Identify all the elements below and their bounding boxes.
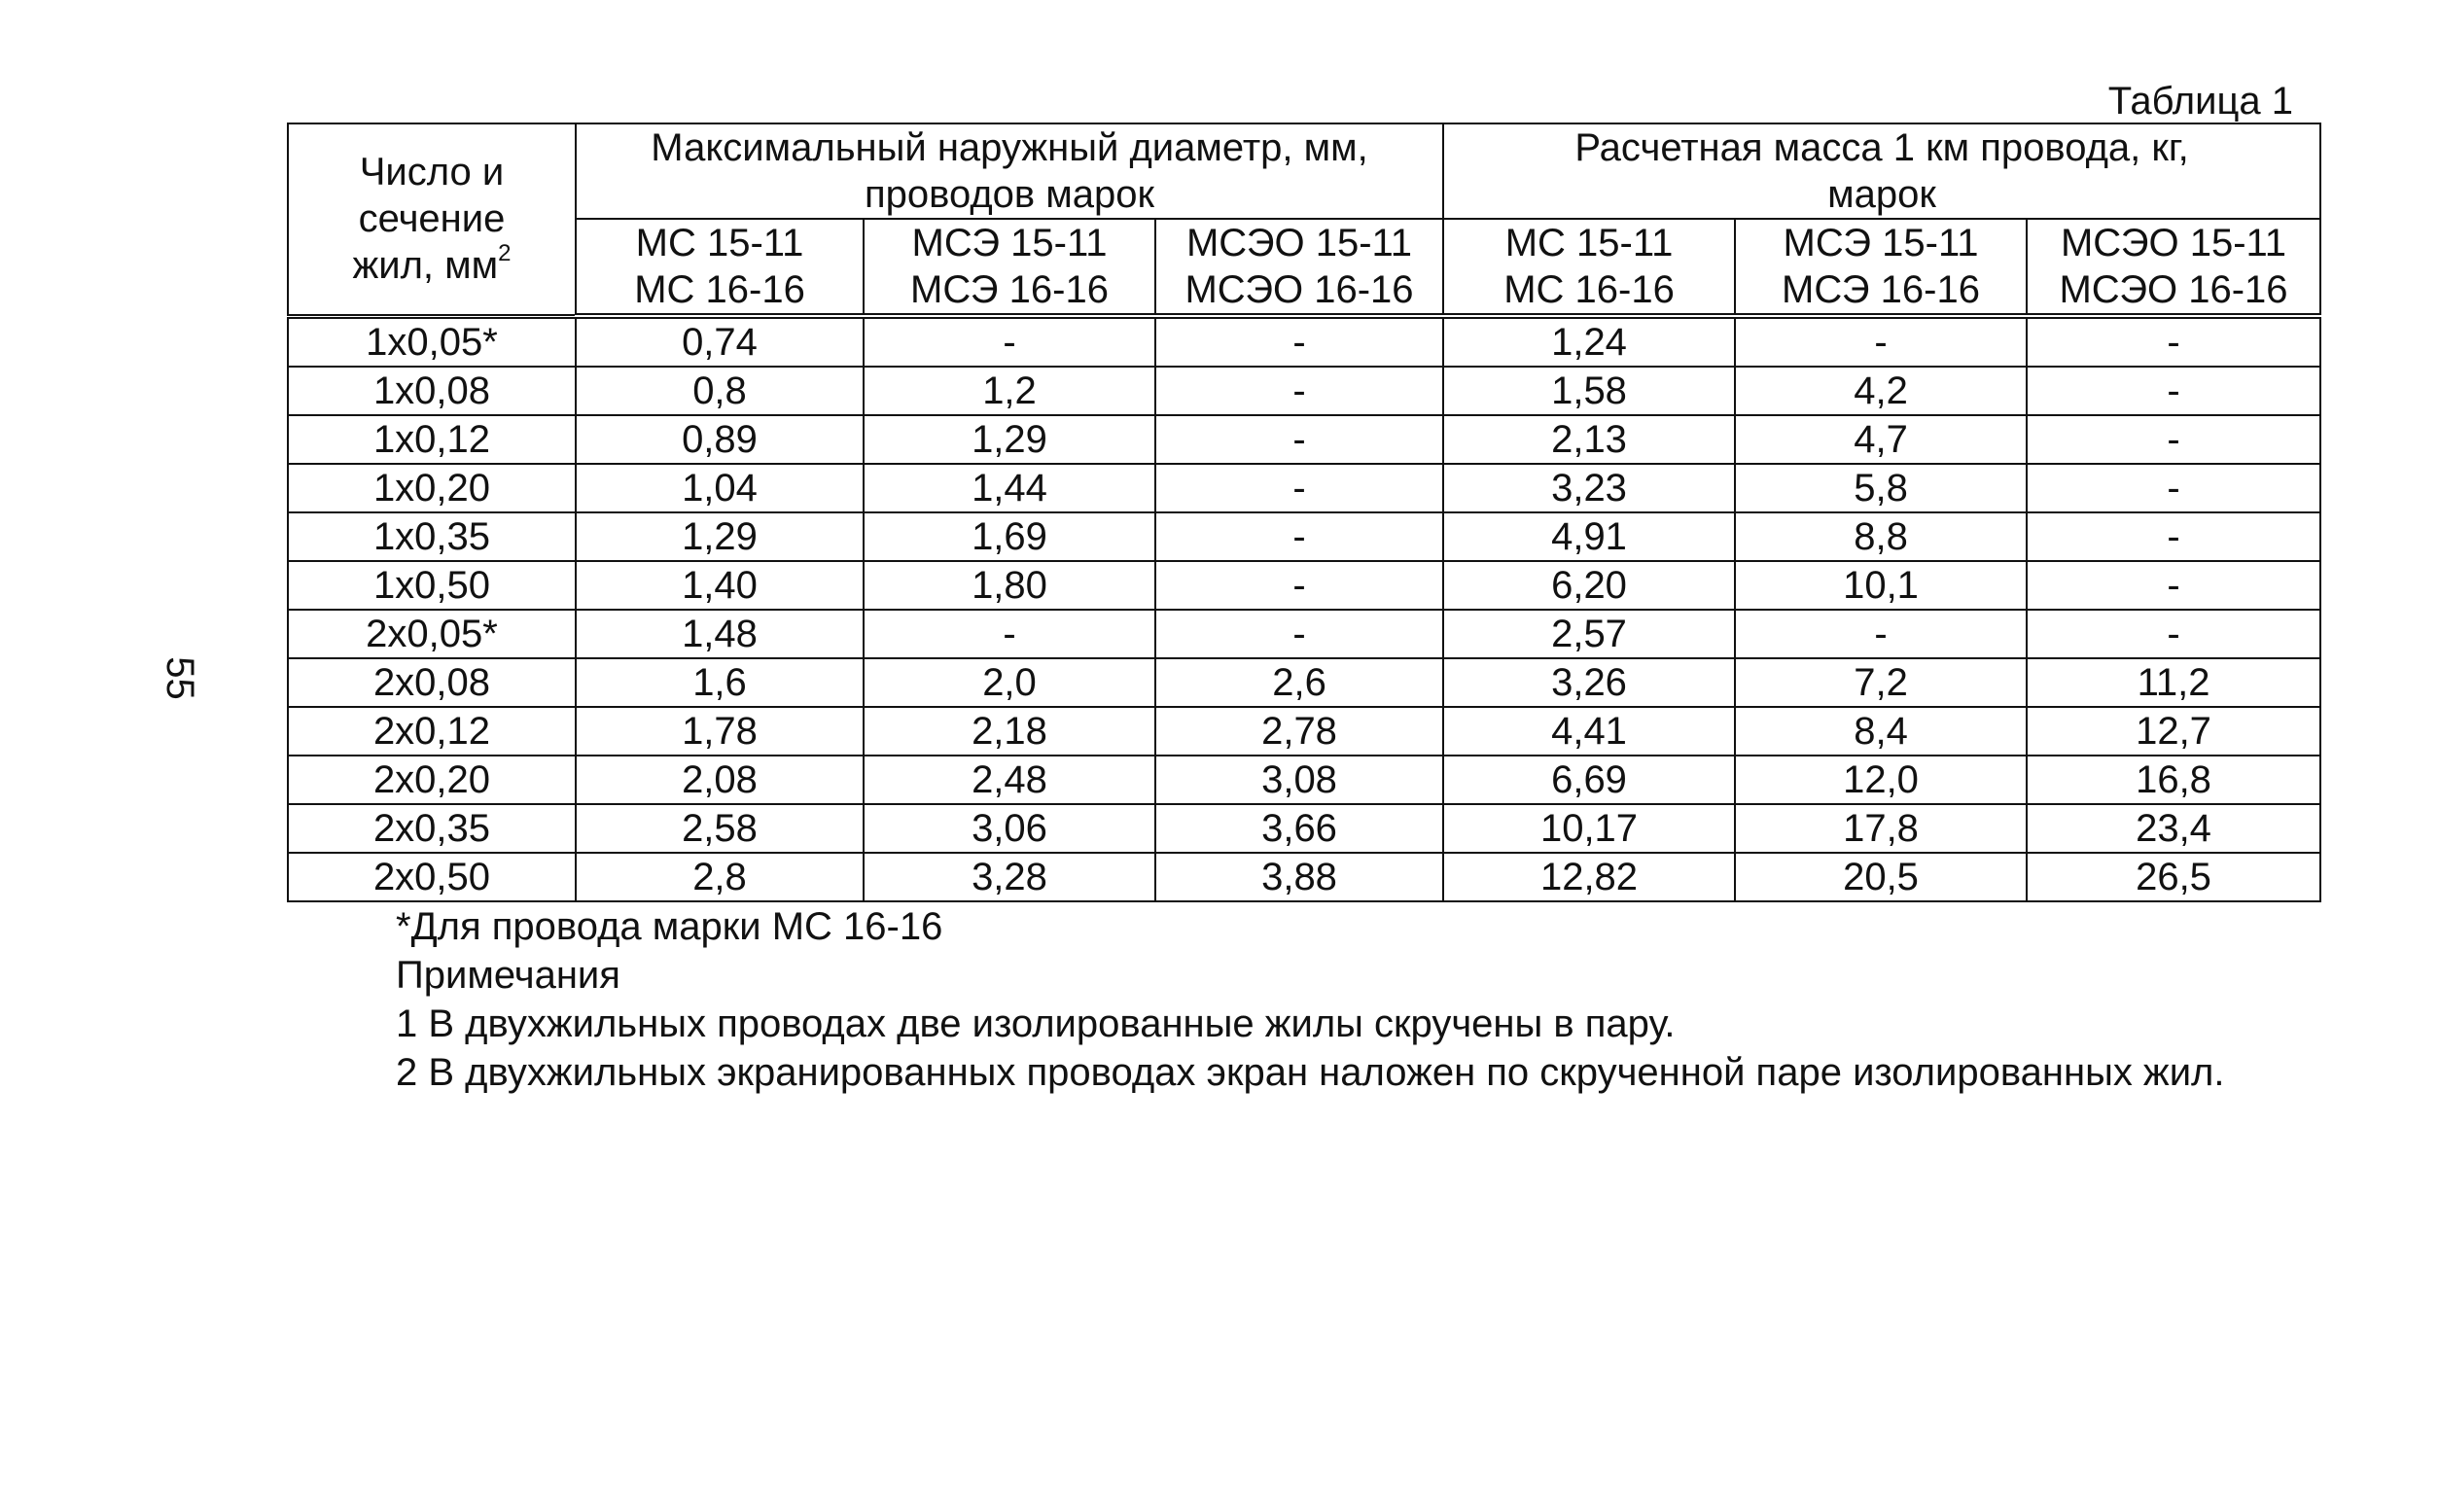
table-cell: - bbox=[2027, 316, 2320, 367]
subheader-cell bbox=[2027, 219, 2320, 316]
table-cell: 12,0 bbox=[1735, 756, 2027, 804]
subheader-cell bbox=[864, 219, 1155, 316]
table-cell: 4,7 bbox=[1735, 415, 2027, 464]
row-label-cell: 2x0,50 bbox=[288, 853, 576, 901]
table-cell: - bbox=[1155, 316, 1443, 367]
table-cell: 2,0 bbox=[864, 658, 1155, 707]
header-group-diameter bbox=[576, 123, 1443, 219]
subheader-line1: МСЭ 15-11 bbox=[911, 222, 1108, 264]
subheader-cell bbox=[1155, 219, 1443, 316]
note-2: 2 В двухжильных экранированных проводах экран наложен по скрученной паре изолированных жил. bbox=[396, 1051, 2225, 1094]
table-row bbox=[288, 756, 2320, 804]
table-row bbox=[288, 804, 2320, 853]
table-cell: 1,04 bbox=[576, 464, 864, 512]
subheader-line2: МСЭО 16-16 bbox=[2059, 268, 2288, 311]
row-label-cell: 2x0,08 bbox=[288, 658, 576, 707]
table-cell: 4,2 bbox=[1735, 367, 2027, 415]
table-row bbox=[288, 415, 2320, 464]
table-cell: 0,74 bbox=[576, 316, 864, 367]
table-cell: 3,06 bbox=[864, 804, 1155, 853]
header-group2-line1: Расчетная масса 1 км провода, кг, bbox=[1574, 126, 2189, 169]
table-cell: 3,26 bbox=[1443, 658, 1735, 707]
subheader-line2: МСЭО 16-16 bbox=[1184, 268, 1414, 311]
table-cell: - bbox=[2027, 561, 2320, 610]
row-label-cell: 1x0,35 bbox=[288, 512, 576, 561]
subheader-line2: МС 16-16 bbox=[1503, 268, 1675, 311]
table-cell: 2,08 bbox=[576, 756, 864, 804]
table-cell: - bbox=[2027, 367, 2320, 415]
subheader-line1: МСЭО 15-11 bbox=[1185, 222, 1413, 264]
header-first-line1: Число и bbox=[359, 151, 505, 194]
header-group2-line2: марок bbox=[1827, 173, 1936, 216]
row-label-cell: 1x0,12 bbox=[288, 415, 576, 464]
table-row bbox=[288, 316, 2320, 367]
table-cell: 2,78 bbox=[1155, 707, 1443, 756]
table-row bbox=[288, 561, 2320, 610]
table-cell: 1,24 bbox=[1443, 316, 1735, 367]
table-cell: 2,8 bbox=[576, 853, 864, 901]
table-cell: 17,8 bbox=[1735, 804, 2027, 853]
table-row bbox=[288, 367, 2320, 415]
header-group1-line2: проводов марок bbox=[865, 173, 1155, 216]
table-row bbox=[288, 853, 2320, 901]
row-label-cell: 2x0,20 bbox=[288, 756, 576, 804]
row-label-cell: 1x0,08 bbox=[288, 367, 576, 415]
table-cell: 1,78 bbox=[576, 707, 864, 756]
subheader-cell bbox=[1735, 219, 2027, 316]
table-cell: 2,18 bbox=[864, 707, 1155, 756]
table-cell: - bbox=[1155, 610, 1443, 658]
table-cell: 1,40 bbox=[576, 561, 864, 610]
table-cell: 3,88 bbox=[1155, 853, 1443, 901]
table-cell: 1,29 bbox=[864, 415, 1155, 464]
header-first-column bbox=[288, 123, 576, 316]
table-cell: 8,4 bbox=[1735, 707, 2027, 756]
header-group1-line1: Максимальный наружный диаметр, мм, bbox=[651, 126, 1368, 169]
table-cell: 4,91 bbox=[1443, 512, 1735, 561]
table-cell: 7,2 bbox=[1735, 658, 2027, 707]
notes-section bbox=[287, 902, 2319, 1097]
subheader-line2: МС 16-16 bbox=[634, 268, 805, 311]
table-cell: - bbox=[864, 316, 1155, 367]
header-first-sup: 2 bbox=[498, 239, 512, 266]
data-table bbox=[287, 123, 2321, 902]
table-cell: 3,66 bbox=[1155, 804, 1443, 853]
table-cell: 2,48 bbox=[864, 756, 1155, 804]
table-cell: - bbox=[2027, 415, 2320, 464]
subheader-cell bbox=[576, 219, 864, 316]
row-label-cell: 2x0,35 bbox=[288, 804, 576, 853]
subheader-line1: МСЭ 15-11 bbox=[1783, 222, 1979, 264]
row-label-cell: 1x0,20 bbox=[288, 464, 576, 512]
table-caption: Таблица 1 bbox=[2107, 80, 2293, 123]
table-cell: 8,8 bbox=[1735, 512, 2027, 561]
table-cell: 1,69 bbox=[864, 512, 1155, 561]
table-cell: 2,58 bbox=[576, 804, 864, 853]
table-row bbox=[288, 707, 2320, 756]
table-cell: 1,80 bbox=[864, 561, 1155, 610]
header-first-line2: сечение bbox=[358, 197, 506, 241]
subheader-cell bbox=[1443, 219, 1735, 316]
notes-title: Примечания bbox=[396, 954, 620, 997]
table-cell: 6,20 bbox=[1443, 561, 1735, 610]
table-cell: 3,28 bbox=[864, 853, 1155, 901]
table-cell: - bbox=[2027, 610, 2320, 658]
table-cell: - bbox=[1155, 415, 1443, 464]
table-cell: 1,58 bbox=[1443, 367, 1735, 415]
table-header bbox=[288, 123, 2320, 316]
subheader-line2: МСЭ 16-16 bbox=[1782, 268, 1980, 311]
table-cell: - bbox=[1155, 367, 1443, 415]
table-cell: 3,08 bbox=[1155, 756, 1443, 804]
table-row bbox=[288, 658, 2320, 707]
table-cell: 1,48 bbox=[576, 610, 864, 658]
table-cell: - bbox=[2027, 512, 2320, 561]
table-cell: 16,8 bbox=[2027, 756, 2320, 804]
table-cell: 12,82 bbox=[1443, 853, 1735, 901]
table-cell: 2,6 bbox=[1155, 658, 1443, 707]
table-cell: 11,2 bbox=[2027, 658, 2320, 707]
table-cell: 2,13 bbox=[1443, 415, 1735, 464]
table-cell: - bbox=[1735, 316, 2027, 367]
table-cell: 1,44 bbox=[864, 464, 1155, 512]
table-cell: 0,89 bbox=[576, 415, 864, 464]
table-cell: 23,4 bbox=[2027, 804, 2320, 853]
note-1: 1 В двухжильных проводах две изолированные жилы скручены в пару. bbox=[396, 1002, 1676, 1045]
table-cell: 10,1 bbox=[1735, 561, 2027, 610]
header-group-mass bbox=[1443, 123, 2320, 219]
table-cell: 1,2 bbox=[864, 367, 1155, 415]
table-cell: 5,8 bbox=[1735, 464, 2027, 512]
row-label-cell: 2x0,05* bbox=[288, 610, 576, 658]
subheader-line1: МС 15-11 bbox=[635, 222, 804, 264]
table-cell: 0,8 bbox=[576, 367, 864, 415]
table-cell: - bbox=[1735, 610, 2027, 658]
table-cell: - bbox=[1155, 561, 1443, 610]
subheader-line2: МСЭ 16-16 bbox=[910, 268, 1109, 311]
table-row bbox=[288, 464, 2320, 512]
subheader-line1: МСЭО 15-11 bbox=[2060, 222, 2287, 264]
table-cell: 2,57 bbox=[1443, 610, 1735, 658]
row-label-cell: 1x0,50 bbox=[288, 561, 576, 610]
row-label-cell: 1x0,05* bbox=[288, 316, 576, 367]
table-cell: 20,5 bbox=[1735, 853, 2027, 901]
table-cell: 6,69 bbox=[1443, 756, 1735, 804]
table-cell: 4,41 bbox=[1443, 707, 1735, 756]
table-cell: 1,6 bbox=[576, 658, 864, 707]
table-cell: - bbox=[2027, 464, 2320, 512]
table-cell: 26,5 bbox=[2027, 853, 2320, 901]
row-label-cell: 2x0,12 bbox=[288, 707, 576, 756]
table-cell: - bbox=[1155, 464, 1443, 512]
table-cell: 3,23 bbox=[1443, 464, 1735, 512]
table-cell: - bbox=[864, 610, 1155, 658]
table-cell: 10,17 bbox=[1443, 804, 1735, 853]
table-row bbox=[288, 512, 2320, 561]
table-cell: - bbox=[1155, 512, 1443, 561]
table-cell: 12,7 bbox=[2027, 707, 2320, 756]
table-body bbox=[288, 316, 2320, 901]
page-number: 55 bbox=[158, 656, 201, 700]
table-row bbox=[288, 610, 2320, 658]
footnote: *Для провода марки МС 16-16 bbox=[396, 905, 943, 948]
header-first-line3-wrap bbox=[289, 239, 575, 289]
header-first-line3: жил, мм bbox=[352, 244, 499, 288]
subheader-line1: МС 15-11 bbox=[1504, 222, 1674, 264]
table-cell: 1,29 bbox=[576, 512, 864, 561]
